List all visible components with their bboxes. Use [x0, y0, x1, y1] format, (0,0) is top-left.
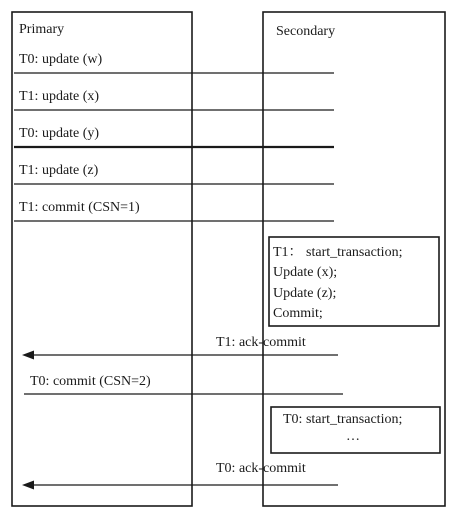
op-label-5: T1: commit (CSN=1): [19, 200, 140, 215]
op-label-2: T1: update (x): [19, 89, 100, 104]
ack-arrow-1-head: [22, 351, 34, 360]
secondary-box-1-line-2: Update (x);: [273, 265, 338, 280]
ack-arrow-2-head: [22, 481, 34, 490]
commit-t0-label: T0: commit (CSN=2): [30, 374, 151, 389]
secondary-box-1-line-1: T1： start_transaction;: [273, 245, 403, 260]
secondary-box-2-line-1: T0: start_transaction;: [283, 412, 403, 427]
ack-label-2: T0: ack-commit: [216, 461, 306, 476]
secondary-box-1-line-3: Update (z);: [273, 286, 337, 301]
secondary-box-2-ellipsis: …: [346, 429, 360, 444]
op-label-1: T0: update (w): [19, 52, 103, 67]
secondary-title: Secondary: [276, 24, 336, 39]
op-label-3: T0: update (y): [19, 126, 100, 141]
secondary-box-1-line-4: Commit;: [273, 306, 323, 321]
op-label-4: T1: update (z): [19, 163, 99, 178]
primary-title: Primary: [19, 22, 65, 37]
primary-frame: [12, 12, 192, 506]
ack-label-1: T1: ack-commit: [216, 335, 306, 350]
